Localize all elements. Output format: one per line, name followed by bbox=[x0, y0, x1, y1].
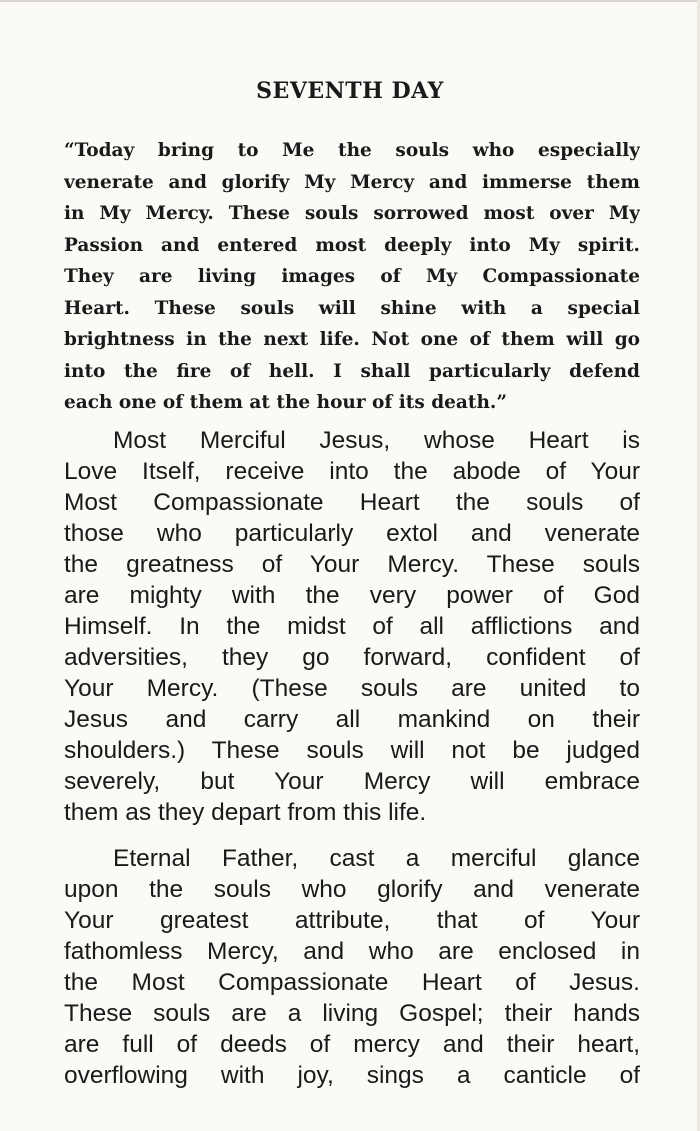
page-title: SEVENTH DAY bbox=[256, 78, 444, 104]
prayer-line: Your greatest attribute, that of Your bbox=[64, 907, 640, 934]
prayer-line: adversities, they go forward, confident of bbox=[64, 644, 640, 671]
quote-line: into the fire of hell. I shall particularly defend bbox=[64, 360, 640, 382]
prayer-line: upon the souls who glorify and venerate bbox=[64, 876, 640, 903]
quote-line: Heart. These souls will shine with a special bbox=[64, 297, 640, 319]
prayer-line: shoulders.) These souls will not be judged bbox=[64, 737, 640, 764]
quote-line: venerate and glorify My Mercy and immerse them bbox=[64, 171, 640, 193]
page-top-edge bbox=[0, 0, 700, 2]
prayer-line: Love Itself, receive into the abode of Your bbox=[64, 458, 640, 485]
prayer-paragraph-father bbox=[64, 843, 640, 1091]
prayer-line: Your Mercy. (These souls are united to bbox=[64, 675, 640, 702]
quote-line: They are living images of My Compassionate bbox=[64, 266, 640, 287]
prayer-line: severely, but Your Mercy will embrace bbox=[64, 768, 640, 795]
quote-line: Passion and entered most deeply into My spirit. bbox=[64, 234, 640, 256]
prayer-line: Jesus and carry all mankind on their bbox=[64, 706, 640, 733]
quote-line: each one of them at the hour of its death.” bbox=[64, 392, 507, 413]
prayer-line: Most Compassionate Heart the souls of bbox=[64, 489, 640, 516]
prayer-line: the greatness of Your Mercy. These souls bbox=[64, 551, 640, 578]
prayer-line: These souls are a living Gospel; their hands bbox=[64, 1000, 640, 1027]
prayer-line: are full of deeds of mercy and their heart, bbox=[64, 1031, 640, 1058]
prayer-line: the Most Compassionate Heart of Jesus. bbox=[64, 969, 640, 996]
quote-line: “Today bring to Me the souls who especially bbox=[64, 140, 640, 161]
prayer-line: are mighty with the very power of God bbox=[64, 582, 640, 609]
prayer-line: overflowing with joy, sings a canticle of bbox=[64, 1062, 640, 1089]
prayer-line: fathomless Mercy, and who are enclosed in bbox=[64, 938, 640, 965]
quote-line: brightness in the next life. Not one of them will go bbox=[64, 329, 640, 350]
prayer-line: them as they depart from this life. bbox=[64, 799, 427, 826]
prayer-line: Most Merciful Jesus, whose Heart is bbox=[64, 427, 640, 454]
prayer-line: Eternal Father, cast a merciful glance bbox=[64, 845, 640, 872]
quote-line: in My Mercy. These souls sorrowed most over My bbox=[64, 203, 640, 224]
quote-paragraph bbox=[64, 135, 640, 419]
prayer-line: those who particularly extol and venerate bbox=[64, 520, 640, 547]
prayer-line: Himself. In the midst of all afflictions and bbox=[64, 613, 640, 640]
prayer-paragraph-jesus bbox=[64, 425, 640, 828]
